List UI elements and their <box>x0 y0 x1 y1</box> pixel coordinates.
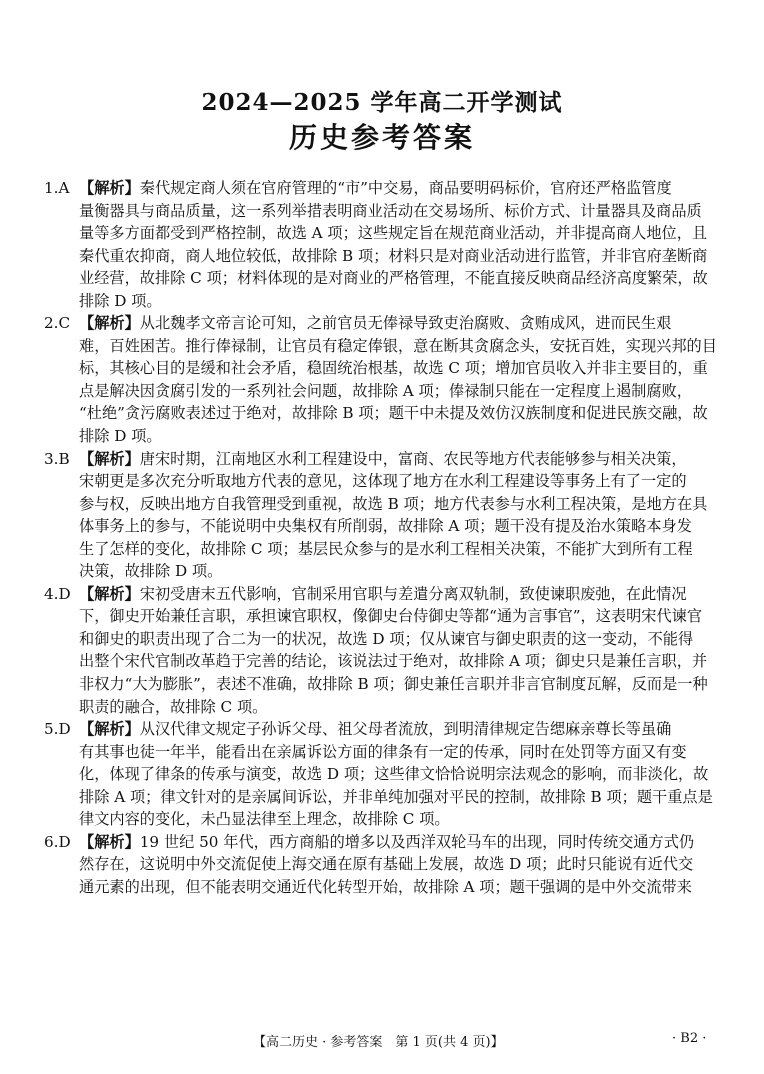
answer-line <box>44 853 720 876</box>
answer-text: 律文内容的变化，未凸显法律至上理念，故排除 C 项。 <box>79 810 450 829</box>
answer-first-line <box>44 583 720 606</box>
title-line-1: 2024—2025 学年高二开学测试 <box>201 89 563 116</box>
answer-text: 职责的融合，故排除 C 项。 <box>79 697 268 716</box>
answer-text: 出整个宋代官制改革趋于完善的结论，该说法过于绝对，故排除 A 项；御史只是兼任言职，并 <box>79 652 708 671</box>
answer-line <box>44 673 720 696</box>
answer-line <box>44 763 720 786</box>
answer-first-line <box>44 312 720 335</box>
answer-item <box>44 718 720 831</box>
answer-first-line <box>44 448 720 471</box>
answer-text: 决策，故排除 D 项。 <box>79 562 223 581</box>
analysis-tag: 【解析】 <box>79 832 140 851</box>
answer-text: 19 世纪 50 年代，西方商船的增多以及西洋双轮马车的出现，同时传统交通方式仍 <box>139 832 695 851</box>
answer-text: 排除 D 项。 <box>79 291 162 310</box>
answer-first-line <box>44 177 720 200</box>
answer-line <box>44 650 720 673</box>
answer-text: 标，其核心目的是缓和社会矛盾，稳固统治根基，故选 C 项；增加官员收入并非主要目的，重 <box>79 359 708 378</box>
answer-text: 从汉代律文规定子孙诉父母、祖父母者流放，到明清律规定告缌麻亲尊长等虽确 <box>139 720 672 739</box>
answer-line <box>44 290 720 313</box>
answer-text: 排除 A 项；律文针对的是亲属间诉讼，并非单纯加强对平民的控制，故排除 B 项；题干重点是 <box>79 787 713 806</box>
answer-item <box>44 177 720 312</box>
answer-text: 宋初受唐末五代影响，官制采用官职与差遣分离双轨制，致使谏职废弛，在此情况 <box>139 584 687 603</box>
answer-text: 宋朝更是多次充分听取地方代表的意见，这体现了地方在水利工程建设等事务上有了一定的 <box>79 472 687 491</box>
answer-line <box>44 786 720 809</box>
answer-line <box>44 222 720 245</box>
analysis-tag: 【解析】 <box>79 720 140 739</box>
answer-list <box>44 177 720 899</box>
answer-line <box>44 200 720 223</box>
answer-text: “杜绝”贪污腐败表述过于绝对，故排除 B 项；题干中未提及效仿汉族制度和促进民族交融，故 <box>79 404 708 423</box>
answer-text: 量衡器具与商品质量，这一系列举措表明商业活动在交易场所、标价方式、计量器具及商品质 <box>79 201 702 220</box>
answer-line <box>44 605 720 628</box>
answer-line <box>44 425 720 448</box>
answer-text: 有其事也徒一年半，能看出在亲属诉讼方面的律条有一定的传承，同时在处罚等方面又有变 <box>79 742 687 761</box>
answer-text: 唐宋时期，江南地区水利工程建设中，富商、农民等地方代表能够参与相关决策， <box>139 449 687 468</box>
analysis-tag: 【解析】 <box>79 314 140 333</box>
footer-code: · B2 · <box>672 1031 707 1046</box>
answer-item <box>44 583 720 718</box>
answer-text: 秦代重农抑商，商人地位较低，故排除 B 项；材料只是对商业活动进行监管，并非官府垄断商 <box>79 246 708 265</box>
answer-line <box>44 245 720 268</box>
answer-line <box>44 380 720 403</box>
title-line-2: 历史参考答案 <box>288 121 475 154</box>
answer-number: 1.A <box>44 179 70 197</box>
answer-line <box>44 876 720 899</box>
analysis-tag: 【解析】 <box>79 179 140 197</box>
answer-line <box>44 538 720 561</box>
answer-text: 量等多方面都受到严格控制，故选 A 项；这些规定旨在规范商业活动，并非提高商人地位，且 <box>79 224 708 243</box>
answer-number: 2.C <box>44 314 71 333</box>
answer-line <box>44 357 720 380</box>
answer-line <box>44 696 720 719</box>
answer-text: 通元素的出现，但不能表明交通近代化转型开始，故排除 A 项；题干强调的是中外交流带来 <box>79 877 692 896</box>
answer-text: 体事务上的参与，不能说明中央集权有所削弱，故排除 A 项；题干没有提及治水策略本身发 <box>79 517 692 536</box>
answer-text: 生了怎样的变化，故排除 C 项；基层民众参与的是水利工程相关决策，不能扩大到所有工程 <box>79 539 693 558</box>
answer-first-line <box>44 718 720 741</box>
answer-text: 秦代规定商人须在官府管理的“市”中交易，商品要明码标价，官府还严格监管度 <box>139 179 672 197</box>
answer-item <box>44 312 720 447</box>
answer-line <box>44 628 720 651</box>
answer-line <box>44 493 720 516</box>
answer-item <box>44 448 720 583</box>
footer-text: 【高二历史 · 参考答案 第 1 页(共 4 页)】 <box>253 1035 504 1050</box>
analysis-tag: 【解析】 <box>79 584 140 603</box>
answer-line <box>44 470 720 493</box>
answer-text: 业经营，故排除 C 项；材料体现的是对商业的严格管理，不能直接反映商品经济高度繁荣，故 <box>79 269 708 288</box>
answer-text: 下，御史开始兼任言职，承担谏官职权，像御史台侍御史等都“通为言事官”，这表明宋代谏官 <box>79 607 703 626</box>
answer-line <box>44 267 720 290</box>
answer-line <box>44 402 720 425</box>
answer-first-line <box>44 831 720 854</box>
answer-line <box>44 560 720 583</box>
answer-text: 从北魏孝文帝言论可知，之前官员无俸禄导致吏治腐败、贪贿成风，进而民生艰 <box>139 314 672 333</box>
answer-line <box>44 741 720 764</box>
answer-text: 然存在，这说明中外交流促使上海交通在原有基础上发展，故选 D 项；此时只能说有近代交 <box>79 855 694 874</box>
answer-text: 非权力“大为膨胀”，表述不准确，故排除 B 项；御史兼任言职并非言官制度瓦解，反而是一种 <box>79 675 708 694</box>
answer-line <box>44 515 720 538</box>
answer-line <box>44 335 720 358</box>
answer-text: 和御史的职责出现了合二为一的状况，故选 D 项；仅从谏官与御史职责的这一变动，不能得 <box>79 629 694 648</box>
answer-number: 5.D <box>44 720 71 739</box>
answer-text: 排除 D 项。 <box>79 427 162 446</box>
answer-number: 6.D <box>44 832 71 851</box>
answer-text: 参与权，反映出地方自我管理受到重视，故选 B 项；地方代表参与水利工程决策，是地方在具 <box>79 494 708 513</box>
answer-line <box>44 808 720 831</box>
answer-text: 化，体现了律条的传承与演变，故选 D 项；这些律文恰恰说明宗法观念的影响，而非淡化，故 <box>79 765 709 784</box>
answer-text: 难，百姓困苦。推行俸禄制，让官员有稳定俸银，意在断其贪腐念头，安抚百姓，实现兴邦的目 <box>79 336 717 355</box>
answer-number: 3.B <box>44 449 70 468</box>
analysis-tag: 【解析】 <box>79 449 140 468</box>
answer-item <box>44 831 720 899</box>
answer-text: 点是解决因贪腐引发的一系列社会问题，故排除 A 项；俸禄制只能在一定程度上遏制腐败， <box>79 381 692 400</box>
answer-number: 4.D <box>44 584 71 603</box>
